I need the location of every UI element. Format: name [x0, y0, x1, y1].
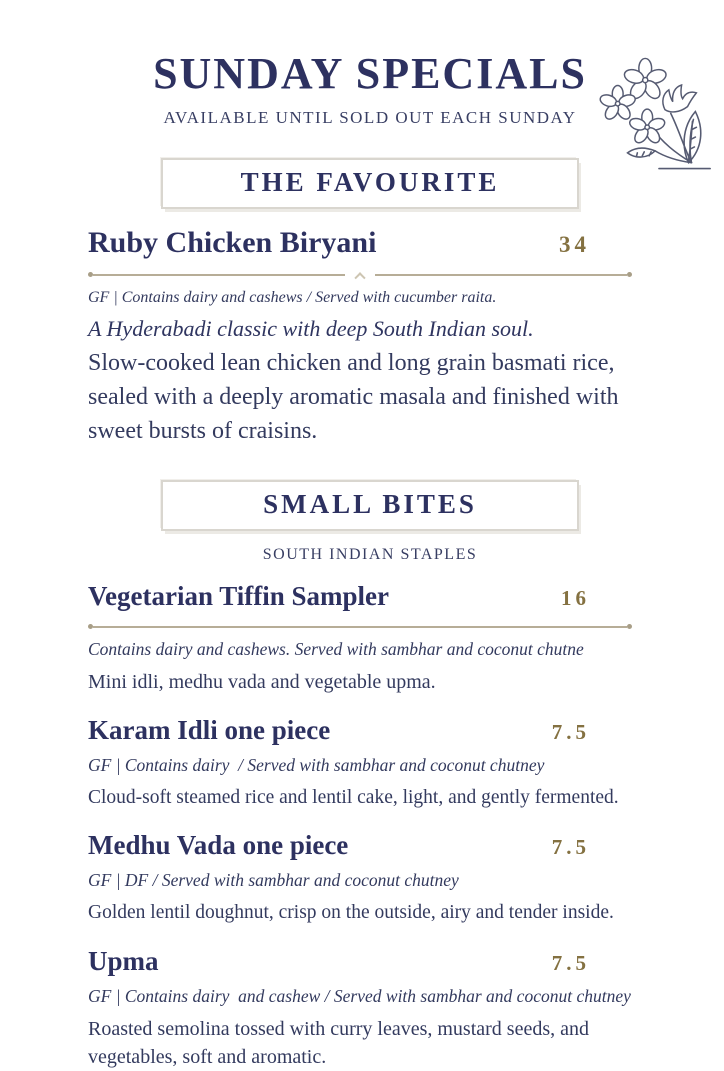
page-title: SUNDAY SPECIALS	[153, 49, 587, 98]
item-name: Ruby Chicken Biryani	[88, 226, 377, 260]
item-price: 7.5	[551, 720, 590, 745]
divider-caret	[354, 272, 365, 283]
item-name: Upma	[88, 945, 159, 976]
divider-full	[88, 623, 632, 630]
item-dietary-note: GF | Contains dairy and cashew / Served with sambhar and coconut chutney	[88, 985, 631, 1006]
menu-item-upma	[88, 946, 652, 1071]
divider-dot	[627, 624, 632, 629]
item-dietary-note: GF | DF / Served with sambhar and coconut chutney	[88, 870, 459, 891]
item-description: Roasted semolina tossed with curry leaves, mustard seeds, and vegetables, soft and aromatic.	[88, 1017, 589, 1068]
menu-item-ruby-chicken-biryani	[88, 226, 652, 448]
page-subtitle: AVAILABLE UNTIL SOLD OUT EACH SUNDAY	[163, 108, 577, 128]
divider-split	[88, 271, 632, 278]
item-dietary-note: GF | Contains dairy and cashews / Served with cucumber raita.	[88, 289, 497, 307]
item-description: Mini idli, medhu vada and vegetable upma.	[88, 671, 436, 694]
item-description: Slow-cooked lean chicken and long grain basmati rice, sealed with a deeply aromatic masala and finished with sweet bursts of craisins.	[88, 350, 619, 444]
menu-item-karam-idli	[88, 715, 652, 811]
item-dietary-note: GF | Contains dairy / Served with sambhar and coconut chutney	[88, 755, 545, 776]
item-tagline: A Hyderabadi classic with deep South Indian soul.	[88, 316, 534, 342]
section-subheading: SOUTH INDIAN STAPLES	[262, 546, 478, 564]
section-heading-text: SMALL BITES	[263, 489, 477, 520]
item-price: 16	[561, 586, 590, 611]
divider-dot	[627, 272, 632, 277]
menu-item-medhu-vada	[88, 830, 652, 926]
item-price: 7.5	[551, 835, 590, 860]
menu-column	[88, 0, 652, 1068]
section-heading-small-bites	[161, 480, 579, 531]
item-name: Medhu Vada one piece	[88, 830, 349, 861]
item-name: Vegetarian Tiffin Sampler	[88, 581, 390, 612]
item-name: Karam Idli one piece	[88, 715, 331, 746]
item-dietary-note: Contains dairy and cashews. Served with sambhar and coconut chutne	[88, 639, 584, 660]
item-description: Golden lentil doughnut, crisp on the outside, airy and tender inside.	[88, 902, 614, 924]
item-price: 7.5	[551, 950, 590, 975]
item-price: 34	[559, 232, 590, 258]
section-heading-favourite	[161, 158, 579, 209]
section-heading-text: THE FAVOURITE	[240, 167, 500, 198]
item-description: Cloud-soft steamed rice and lentil cake, light, and gently fermented.	[88, 787, 619, 809]
menu-item-vegetarian-tiffin-sampler	[88, 581, 652, 696]
